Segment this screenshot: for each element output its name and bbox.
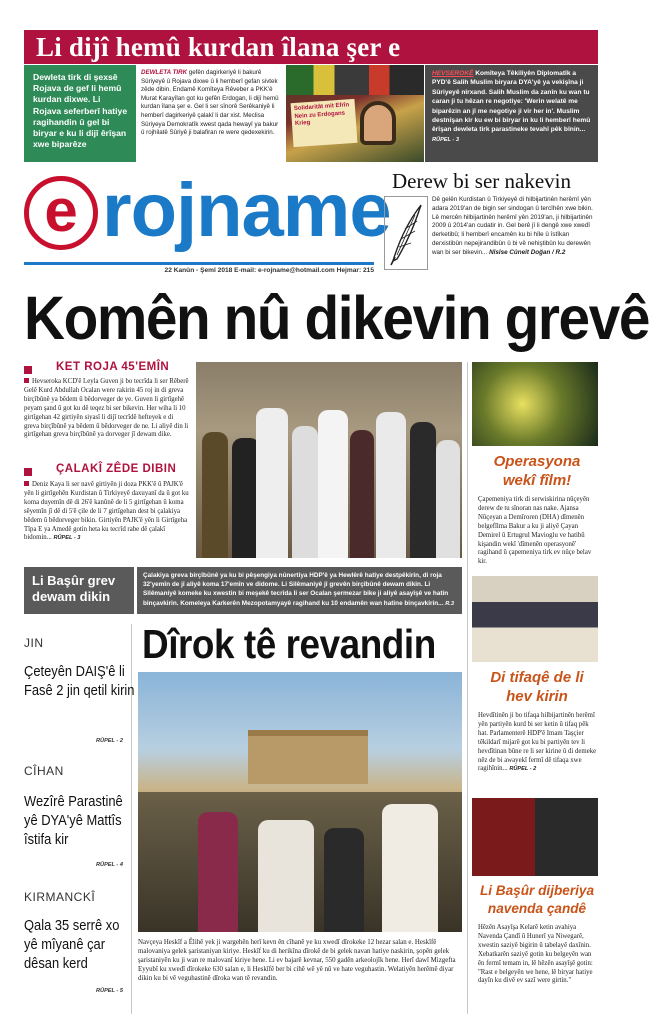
- teaser-middle-kicker: DEWLETA TIRK: [141, 69, 188, 76]
- story1-text: Hevseroka KCD'ê Leyla Guven ji bo tecrîda li ser Rêberê Gelê Kurd Abdullah Ocalan were rakirin 45 roj in di greva birçîbûnê ya bêdem û bêdorveger de ye. Guven li girtîgehê peyam şand û got ku dê teqez bi ser bikevin. Her wiha li 10 girtîgehan 42 girtiyên siyasî li dijî tecrîdê hefteyek e di greva birçîbûnê ya bêdem û bêdorveger de ne. Li aliyê din li girtîgehan greva birçîbûnê ya dorveger jî dewam dike.: [24, 378, 189, 439]
- person-figure: [350, 430, 374, 558]
- protest-sign: Solidaritât mit Efrîn Nein zu Erdogans Krieg: [291, 99, 358, 147]
- person-figure: [202, 432, 228, 558]
- bullet-icon: [24, 481, 29, 486]
- column-divider: [467, 362, 468, 1014]
- teaser-middle[interactable]: [137, 65, 285, 162]
- feature-caption: Navçeya Heskîf a Êlihê yek ji wargehên herî kevn ên cîhanê ye ku xwedî dîrokeke 12 hezar salan e. Heskîfê malovaniya gelek şaristaniyan kiriye. Heskîf ku di herikîna dîrokê de bi gelek navan hatiye naskirin, şopên gelek şaristaniyên ku ji wan re malovanî kiriye hene. Li ev bajarê kevnar, 550 gadên arkeolojîk hene. Herî dawî Mizgefta Eyyubî ku xwedî dîrokeke 630 salan e, li Heskîfê ber bi cihê wê yê nû ve hate veguhastin. Welatiyên herêmê diyar dikin ku bi vê veguhastinê dîroka wan tê revandin.: [138, 939, 456, 982]
- feather-pen-icon: [384, 196, 428, 270]
- story1-body: [24, 378, 190, 460]
- teaser-photo[interactable]: [286, 65, 424, 162]
- teaser-right-ref: RÛPEL - 3: [432, 136, 459, 143]
- sidebar-ref-kirmancki: RÛPEL - 5: [96, 988, 123, 994]
- right-story3-text: Hêzên Asayîşa Kelarê ketin avahiya Navenda Çandî û Hunerî ya Niwegarê, xwestin saziyê bigirin û tabelayê daxînin. Xebatkarên saziyê gotin ku belgeyên wan ên fermî temam in, lê hêzên asayîşê gotin: "Rast e belgeyên we hene, lê biryar hatiye dayîn ku divê ev sazî were girtin.": [478, 924, 593, 985]
- strip-ref: R.3: [445, 600, 454, 607]
- editorial-title[interactable]: Derew bi ser nakevin: [392, 169, 572, 193]
- person-figure: [436, 440, 460, 558]
- story2-title[interactable]: ÇALAKÎ ZÊDE DIBIN: [56, 463, 177, 475]
- editorial-text: [432, 196, 598, 276]
- ruins-image: [248, 730, 368, 784]
- dateline: 22 Kanûn - Şemî 2018 E-mail: e-rojname@hotmail.com Hejmar: 215: [24, 262, 374, 276]
- teaser-right-kicker: HEVSEROKÊ: [432, 70, 474, 77]
- person-figure: [258, 820, 314, 932]
- sidebar-ref-cihan: RÛPEL - 4: [96, 862, 123, 868]
- story2-body: [24, 481, 190, 557]
- portrait-image: [360, 101, 396, 145]
- right-story1-text: Çapemeniya tirk di serwiskirina nûçeyên derew de tu sînoran nas nake. Ajansa Nûçeyan a Demîroren (DHA) dîmenên belgefîlma Bakur a ku ji aliyê Çayan Demirel û Ertugrul Mavioglu ve hatibû kişandin wekî 'dîmenên operasyonê' ragihand û çapemeniya tirk ev nûçe belav kir.: [478, 496, 592, 566]
- teaser-right[interactable]: [425, 65, 598, 162]
- strip-body: [137, 567, 462, 614]
- sidebar-section-jin[interactable]: JIN: [24, 636, 44, 650]
- main-headline[interactable]: Komên nû dikevin grevê: [24, 284, 649, 352]
- person-figure: [382, 804, 438, 932]
- teaser-middle-text: gefên dagirkeriyê li bakurê Sûriyeyê û Rojava dixwe û li hemberî gefan sivtek zêde dibin. Endamê Komîteya Rêveber a PKK'ê Murat Karayîlan got ku gefên Erdogan, li dijî hemû kurdan îlana şer e. Gel li ser sînorê Serêkaniyê li hemberî dagirkeriyê çalakî li dar xist. Meclisa Sûriyeya Demokratîk xwest qada hewayî ya bakur û rojhilatê Sûriyê ji balafiran re were qedexekirin.: [141, 69, 279, 137]
- right-story2-body: [478, 712, 598, 794]
- story2-text: Deniz Kaya li ser navê girtiyên ji doza PKK'ê û PAJK'ê yên li girtîgehên Kurdistan û Tirkiyeyê daxuyanî da û got ku koma duyemîn dê di 26'ê kanûnê de li 5 girtîgehan û koma sêyemîn jî dê di 5'ê çile de li 7 girtîgehan dest bi çalakiya bêdem û bêdorveger bikin. Girtiyên PAJK'ê yên li Girtîgeha Tîpa E ya Amedê gotin heta ku tecrîd rabe dê çalakî bidomin...: [24, 481, 189, 542]
- sidebar-headline-jin[interactable]: Çeteyên DAIŞ'ê li Fasê 2 jin qetil kirin: [24, 663, 135, 699]
- sidebar-section-cihan[interactable]: CÎHAN: [24, 764, 64, 778]
- person-figure: [376, 412, 406, 558]
- story2-marker: [24, 468, 32, 476]
- sidebar-ref-jin: RÛPEL - 2: [96, 738, 123, 744]
- right-story2-text: Hevdîtinên ji bo tifaqa hilbijartinên herêmî yên partiyên kurd bi ser ketin û tifaq pêk hat. Parlamenterê HDP'ê Imam Taşçier têkildarî mijarê got ku bi partiyên tev li hevdîtinan bûne re li ser kirine û di demeke nêz de bi awayekî fermî dê tifaqa xwe ragihînin...: [478, 712, 597, 773]
- editorial-author: Nîsîse Cûneît Doğan / R.2: [489, 248, 566, 256]
- right-story2-ref: RÛPEL - 2: [509, 766, 537, 773]
- feature-headline[interactable]: Dîrok tê revandin: [142, 621, 436, 667]
- story1-title[interactable]: KET ROJA 45'EMÎN: [56, 361, 170, 373]
- person-figure: [318, 410, 348, 558]
- person-figure: [198, 812, 238, 932]
- strip-text: Çalakiya greva birçîbûnê ya ku bi pêşengiya nûnertiya HDP'ê ya Hewlêrê hatiye destpêkirin, di roja 32'yemîn de jî aliyê koma 17'emîn ve didome. Li Silêmaniyê jî grevên birçîbûnê dewam dikin. Li Silêmaniyê komeke ku xwestin bi meşekê tecrîda li ser Ocalan şermezar bike ji aliyê asayîşê ve hatin binçavkirin. Komeleya Karkerên Mezopotamyayê ragihand ku 10 endamên wan hatine binçavkirin...: [143, 572, 449, 607]
- teaser-right-text: Komîteya Têkiliyên Dîplomatîk a PYD'ê Salih Muslim biryara DYA'yê ya vekişîna ji Sûriyeyê nirxand. Salih Muslim da zanîn ku wan tu caran ji tu hêzan re negotiye: 'Werin welatê me biparêzin an jî me negotiye ji vir her in'. Muslim destnîşan kir ku ew bi biryar in ku li hemberî hemû êrîşan dewleta tirk parastineke tevahî pêk bînin...: [432, 70, 591, 134]
- person-figure: [410, 422, 436, 558]
- right-story1-headline[interactable]: Operasyona wekî fîlm!: [493, 453, 581, 489]
- hunger-strike-photo[interactable]: [196, 362, 462, 558]
- flags-image: [286, 65, 424, 95]
- person-figure: [324, 828, 364, 932]
- right-story2-headline[interactable]: Di tifaqê de li hev kirin: [490, 669, 584, 705]
- story2-ref: RÛPEL - 3: [53, 535, 81, 542]
- sidebar-headline-kirmancki[interactable]: Qala 35 serrê xo yê mîyanê çar dêsan kerd: [24, 917, 120, 972]
- editorial-body: Dê gelên Kurdistan û Tirkiyeyê di hilbijartinên herêmî yên adara 2019'an de bigin ser sindogan û tercîhên xwe bikin. Lê mercên hilbijartinên herêmî yên 2019'an, ji hilbijartinên 2009 û 2014'an cudatir in. Gel berê jî li dengê xwe xwedî derketibû; li hemberî encamên ku bi hîle û îstîkan derxistibûn nepejirandibûn û bi vê nehiştibûn ku derewên wan bi ser bikevin...: [432, 196, 593, 256]
- logo-wordmark: rojname: [102, 168, 391, 253]
- operation-photo[interactable]: [472, 362, 598, 446]
- sidebar-section-kirmancki[interactable]: KIRMANCKÎ: [24, 890, 96, 904]
- hasankeyf-photo[interactable]: [138, 672, 462, 932]
- person-figure: [256, 408, 288, 558]
- strip-headline[interactable]: Li Başûr grev dewam dikin: [24, 567, 134, 614]
- bullet-icon: [24, 378, 29, 383]
- teaser-green[interactable]: Dewleta tirk di şexsê Rojava de gef li hemû kurdan dixwe. Li Rojava seferberî hatiye ragihandin û gel bi biryar e ku li dijî êrîşan xwe biparêze: [24, 65, 136, 162]
- logo-e-mark: e: [24, 176, 98, 250]
- top-banner-title: Li dijî hemû kurdan îlana şer e: [24, 30, 598, 64]
- right-story3-headline[interactable]: Li Başûr dijberiya navenda çandê: [479, 883, 595, 916]
- culture-center-photo[interactable]: [472, 798, 598, 876]
- meeting-photo[interactable]: [472, 576, 598, 662]
- sidebar-headline-cihan[interactable]: Wezîrê Parastinê yê DYA'yê Mattîs îstifa kir: [24, 793, 123, 848]
- story1-marker: [24, 366, 32, 374]
- person-figure: [292, 426, 318, 558]
